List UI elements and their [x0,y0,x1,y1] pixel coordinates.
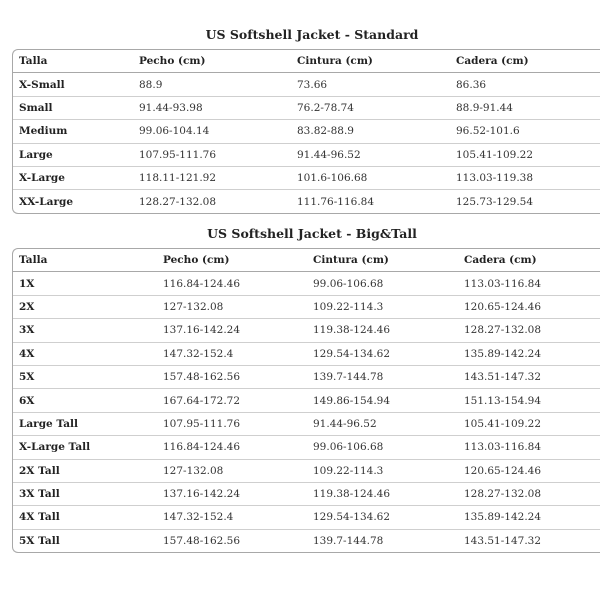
cell-hip: 113.03-116.84 [458,272,600,295]
cell-chest: 116.84-124.46 [157,272,307,295]
cell-chest: 127-132.08 [157,295,307,318]
column-header-hip: Cadera (cm) [450,50,600,73]
cell-waist: 119.38-124.46 [307,319,458,342]
table-row [13,120,600,143]
column-header-size: Talla [13,249,157,272]
cell-chest: 137.16-142.24 [157,319,307,342]
cell-size: 6X [13,389,157,412]
cell-hip: 113.03-119.38 [450,166,600,189]
cell-size: 4X Tall [13,506,157,529]
table-row [13,459,600,482]
cell-waist: 91.44-96.52 [291,143,450,166]
cell-size: 4X [13,342,157,365]
cell-size: 3X [13,319,157,342]
cell-hip: 113.03-116.84 [458,436,600,459]
bigtall-table-body [13,272,600,552]
cell-size: X-Large Tall [13,436,157,459]
cell-hip: 128.27-132.08 [458,319,600,342]
standard-table-title: US Softshell Jacket - Standard [205,27,419,42]
cell-hip: 125.73-129.54 [456,195,534,208]
column-header-waist: Cintura (cm) [291,50,450,73]
table-row [13,389,600,412]
cell-chest: 157.48-162.56 [163,534,241,547]
cell-size: X-Large [13,166,133,189]
cell-waist: 129.54-134.62 [307,506,458,529]
cell-waist: 109.22-114.3 [307,295,458,318]
table-row [13,342,600,365]
column-header-chest: Pecho (cm) [157,249,307,272]
cell-hip: 143.51-147.32 [464,534,542,547]
cell-chest: 118.11-121.92 [133,166,291,189]
table-header-row [13,249,600,272]
cell-waist: 139.7-144.78 [307,365,458,388]
cell-chest: 147.32-152.4 [157,506,307,529]
cell-chest: 88.9 [133,73,291,96]
cell-size: 3X Tall [13,482,157,505]
cell-size: Large Tall [13,412,157,435]
cell-hip: 143.51-147.32 [458,365,600,388]
cell-chest: 128.27-132.08 [139,195,217,208]
table-row [13,143,600,166]
table-row [13,506,600,529]
bigtall-size-table [12,248,600,553]
standard-size-table [12,49,600,214]
cell-chest: 107.95-111.76 [157,412,307,435]
cell-waist: 83.82-88.9 [291,120,450,143]
cell-size: Large [13,143,133,166]
cell-waist: 149.86-154.94 [307,389,458,412]
table-row [13,96,600,119]
table-row [13,190,600,213]
cell-chest: 147.32-152.4 [157,342,307,365]
cell-waist: 73.66 [291,73,450,96]
cell-hip: 105.41-109.22 [450,143,600,166]
cell-size: Small [13,96,133,119]
cell-waist: 99.06-106.68 [307,436,458,459]
table-row [13,295,600,318]
cell-hip: 105.41-109.22 [458,412,600,435]
cell-waist: 129.54-134.62 [307,342,458,365]
cell-chest: 116.84-124.46 [157,436,307,459]
cell-hip: 88.9-91.44 [450,96,600,119]
bigtall-table-title: US Softshell Jacket - Big&Tall [207,226,417,241]
cell-size: 1X [13,272,157,295]
table-row [13,365,600,388]
table-row [13,412,600,435]
cell-hip: 135.89-142.24 [458,506,600,529]
cell-hip: 86.36 [450,73,600,96]
cell-chest: 157.48-162.56 [157,365,307,388]
table-header-row [13,50,600,73]
cell-waist: 109.22-114.3 [307,459,458,482]
cell-waist: 139.7-144.78 [313,534,384,547]
cell-hip: 135.89-142.24 [458,342,600,365]
cell-waist: 119.38-124.46 [307,482,458,505]
standard-table-body [13,73,600,213]
cell-hip: 151.13-154.94 [458,389,600,412]
column-header-size: Talla [13,50,133,73]
cell-waist: 111.76-116.84 [297,195,375,208]
cell-chest: 167.64-172.72 [157,389,307,412]
table-row [13,482,600,505]
cell-size: Medium [13,120,133,143]
table-row [13,319,600,342]
column-header-chest: Pecho (cm) [133,50,291,73]
cell-waist: 101.6-106.68 [291,166,450,189]
column-header-waist: Cintura (cm) [307,249,458,272]
cell-hip: 120.65-124.46 [458,295,600,318]
cell-chest: 127-132.08 [157,459,307,482]
table-row [13,166,600,189]
cell-chest: 137.16-142.24 [157,482,307,505]
cell-hip: 128.27-132.08 [458,482,600,505]
table-row [13,73,600,96]
cell-size: X-Small [13,73,133,96]
column-header-hip: Cadera (cm) [458,249,600,272]
cell-hip: 96.52-101.6 [450,120,600,143]
table-row [13,436,600,459]
table-row [13,272,600,295]
cell-size: 2X [13,295,157,318]
cell-size: 5X Tall [19,534,60,547]
cell-size: XX-Large [19,195,74,208]
cell-hip: 120.65-124.46 [458,459,600,482]
table-row [13,529,600,552]
cell-waist: 91.44-96.52 [307,412,458,435]
cell-chest: 91.44-93.98 [133,96,291,119]
cell-waist: 99.06-106.68 [307,272,458,295]
cell-size: 5X [13,365,157,388]
cell-chest: 107.95-111.76 [133,143,291,166]
cell-chest: 99.06-104.14 [133,120,291,143]
cell-size: 2X Tall [13,459,157,482]
cell-waist: 76.2-78.74 [291,96,450,119]
